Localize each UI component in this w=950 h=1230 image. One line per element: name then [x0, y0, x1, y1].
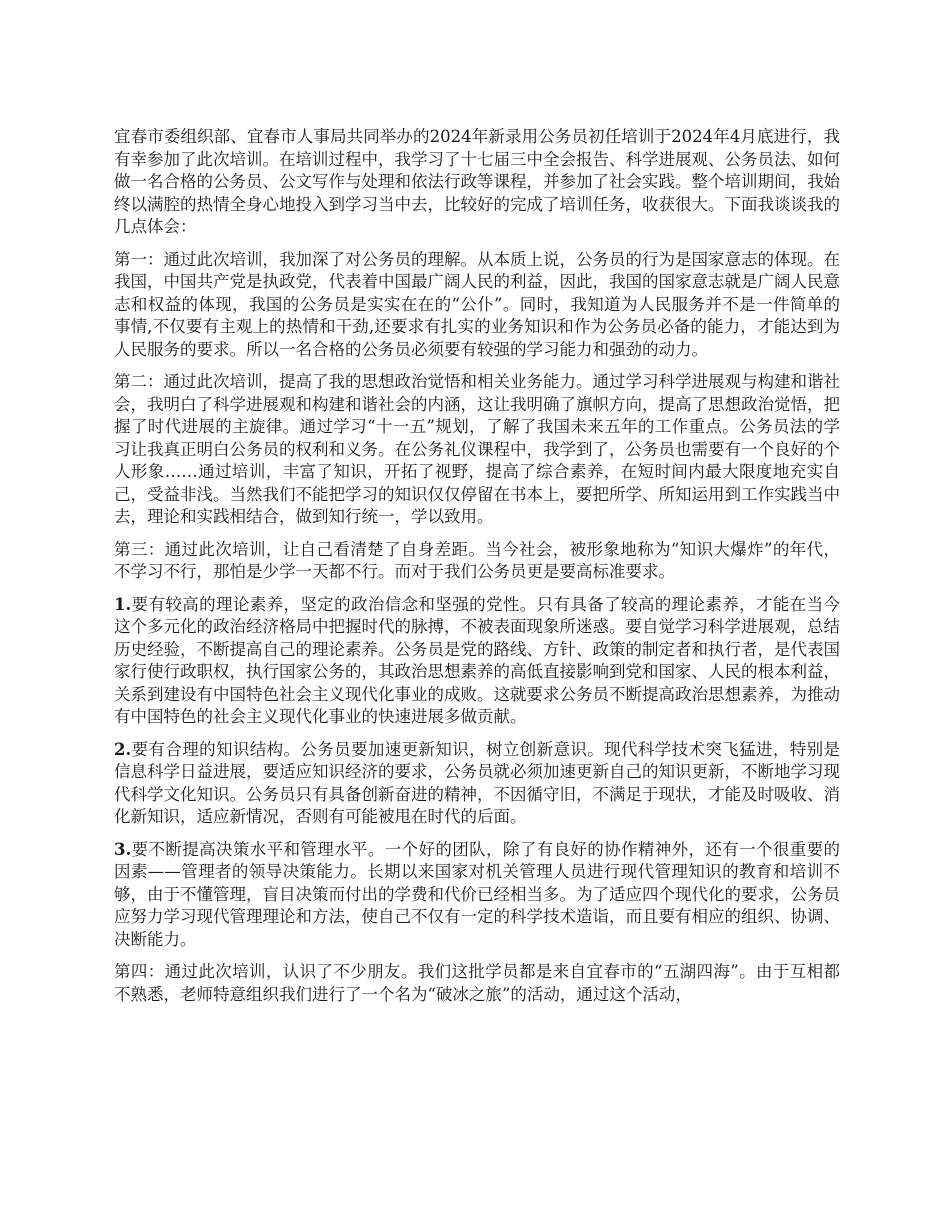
paragraph-item-2 — [114, 739, 840, 829]
paragraph-text: 第二：通过此次培训，提高了我的思想政治觉悟和相关业务能力。通过学习科学进展观与构建和谐社会，我明白了科学进展观和构建和谐社会的内涵，这让我明确了旗帜方向，提高了思想政治觉悟，把握了时代进展的主旋律。通过学习“十一五”规划，了解了我国未来五年的工作重点。公务员法的学习让我真正明白公务员的权利和义务。在公务礼仪课程中，我学到了，公务员也需要有一个良好的个人形象……通过培训，丰富了知识，开拓了视野，提高了综合素养，在短时间内最大限度地充实自己，受益非浅。当然我们不能把学习的知识仅仅停留在书本上，要把所学、所知运用到工作实践当中去，理论和实践相结合，做到知行统一，学以致用。 — [114, 372, 840, 526]
item-number: 3. — [114, 839, 132, 859]
paragraph-point-two — [114, 371, 840, 529]
paragraph-intro — [114, 126, 840, 239]
paragraph-point-four — [114, 961, 840, 1006]
paragraph-point-one — [114, 249, 840, 362]
document-page — [114, 126, 840, 1016]
paragraph-text: 第一：通过此次培训，我加深了对公务员的理解。从本质上说，公务员的行为是国家意志的体现。在我国，中国共产党是执政党，代表着中国最广阔人民的利益，因此，我国的国家意志就是广阔人民意志和权益的体现，我国的公务员是实实在在的“公仆”。同时，我知道为人民服务并不是一件简单的事情,不仅要有主观上的热情和干劲,还要求有扎实的业务知识和作为公务员必备的能力，才能达到为人民服务的要求。所以一名合格的公务员必须要有较强的学习能力和强劲的动力。 — [114, 249, 840, 359]
paragraph-text: 第三：通过此次培训，让自己看清楚了自身差距。当今社会，被形象地称为“知识大爆炸”的年代，不学习不行，那怕是少学一天都不行。而对于我们公务员更是要高标准要求。 — [114, 539, 840, 581]
item-number: 1. — [114, 594, 132, 614]
paragraph-text: 宜春市委组织部、宜春市人事局共同举办的2024年新录用公务员初任培训于2024年4月底进行，我有幸参加了此次培训。在培训过程中，我学习了十七届三中全会报告、科学进展观、公务员法、如何做一名合格的公务员、公文写作与处理和依法行政等课程，并参加了社会实践。整个培训期间，我始终以满腔的热情全身心地投入到学习当中去，比较好的完成了培训任务，收获很大。下面我谈谈我的几点体会： — [114, 127, 840, 236]
paragraph-item-1 — [114, 594, 840, 729]
paragraph-text: 要有较高的理论素养，坚定的政治信念和坚强的党性。只有具备了较高的理论素养，才能在当今这个多元化的政治经济格局中把握时代的脉搏，不被表面现象所迷惑。要自觉学习科学进展观，总结历史经验，不断提高自己的理论素养。公务员是党的路线、方针、政策的制定者和执行者，是代表国家行使行政职权，执行国家公务的，其政治思想素养的高低直接影响到党和国家、人民的根本利益，关系到建设有中国特色社会主义现代化事业的成败。这就要求公务员不断提高政治思想素养，为推动有中国特色的社会主义现代化事业的快速进展多做贡献。 — [114, 594, 840, 726]
paragraph-text: 要有合理的知识结构。公务员要加速更新知识，树立创新意识。现代科学技术突飞猛进，特别是信息科学日益进展，要适应知识经济的要求，公务员就必须加速更新自己的知识更新，不断地学习现代科学文化知识。公务员只有具备创新奋进的精神，不因循守旧，不满足于现状，才能及时吸收、消化新知识，适应新情况，否则有可能被甩在时代的后面。 — [114, 739, 840, 826]
paragraph-text: 要不断提高决策水平和管理水平。一个好的团队，除了有良好的协作精神外，还有一个很重要的因素——管理者的领导决策能力。长期以来国家对机关管理人员进行现代管理知识的教育和培训不够，由于不懂管理，盲目决策而付出的学费和代价已经相当多。为了适应四个现代化的要求，公务员应努力学习现代管理理论和方法，使自己不仅有一定的科学技术造诣，而且要有相应的组织、协调、决断能力。 — [114, 839, 840, 949]
paragraph-text: 第四：通过此次培训，认识了不少朋友。我们这批学员都是来自宜春市的“五湖四海”。由于互相都不熟悉，老师特意组织我们进行了一个名为“破冰之旅”的活动，通过这个活动， — [114, 962, 840, 1004]
paragraph-point-three — [114, 539, 840, 584]
paragraph-item-3 — [114, 839, 840, 952]
item-number: 2. — [114, 739, 132, 759]
